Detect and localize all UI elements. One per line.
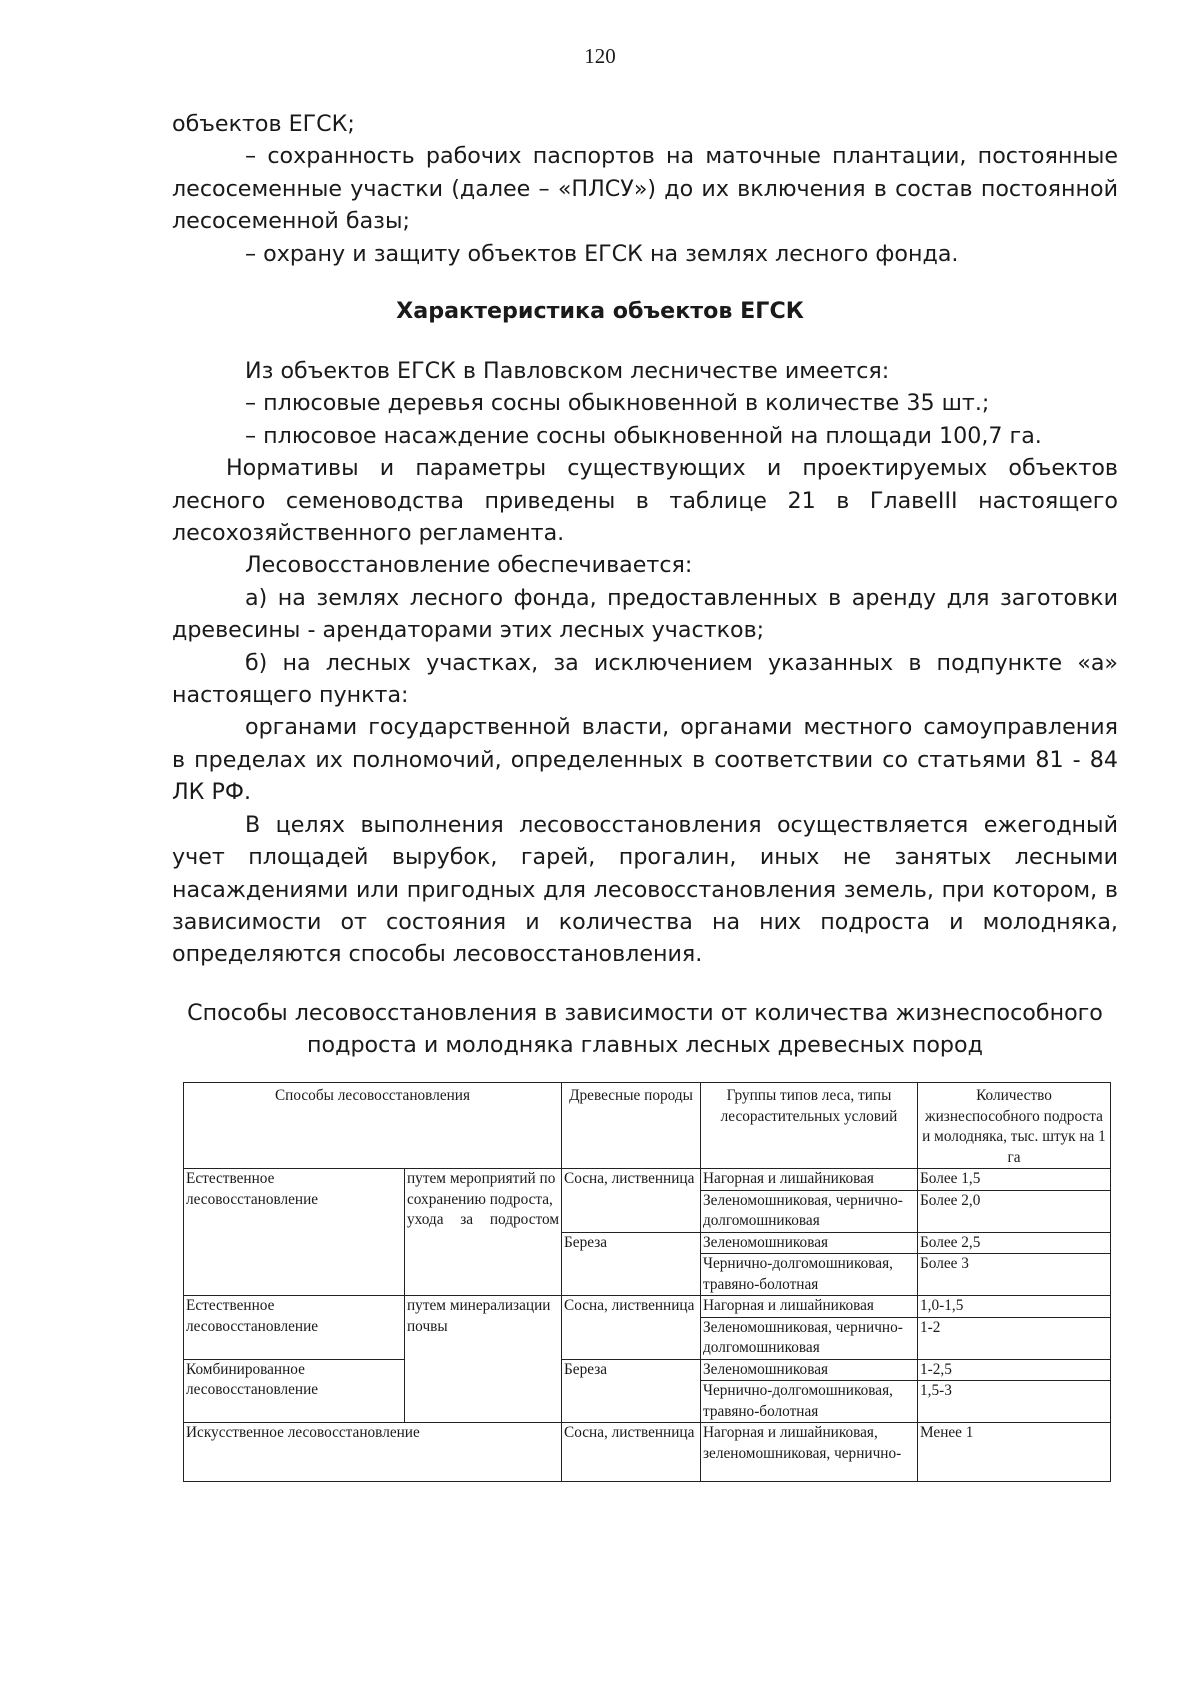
species-cell: Сосна, лиственница bbox=[562, 1296, 701, 1360]
quantity-cell: 1-2 bbox=[918, 1317, 1111, 1359]
paragraph: а) на землях лесного фонда, предоставленных в аренду для заготовки древесины - арендаторами этих лесных участков; bbox=[172, 584, 1118, 644]
forest-group-cell: Зеленомошниковая, чернично-долгомошниковая bbox=[701, 1317, 918, 1359]
table-row bbox=[184, 1169, 1111, 1191]
reforestation-methods-table bbox=[183, 1082, 1111, 1482]
quantity-cell: Более 2,5 bbox=[918, 1232, 1111, 1254]
paragraph: – охрану и защиту объектов ЕГСК на землях лесного фонда. bbox=[245, 240, 959, 267]
forest-group-cell: Нагорная и лишайниковая bbox=[701, 1296, 918, 1318]
species-cell: Береза bbox=[562, 1232, 701, 1296]
quantity-cell: Более 3 bbox=[918, 1254, 1111, 1296]
paragraph: – плюсовые деревья сосны обыкновенной в количестве 35 шт.; bbox=[245, 390, 990, 417]
method-cell: Естественное лесовосстановление bbox=[184, 1169, 405, 1296]
forest-group-cell: Нагорная и лишайниковая bbox=[701, 1169, 918, 1191]
forest-group-cell: Чернично-долгомошниковая, травяно-болотная bbox=[701, 1254, 918, 1296]
quantity-cell: 1-2,5 bbox=[918, 1359, 1111, 1381]
paragraph: Из объектов ЕГСК в Павловском лесничестве имеется: bbox=[245, 358, 890, 384]
caption-line: подроста и молодняка главных лесных древесных пород bbox=[307, 1032, 983, 1058]
measures-cell: путем мероприятий по сохранению подроста, ухода за подростом bbox=[405, 1169, 562, 1296]
measures-cell: путем минерализации почвы bbox=[405, 1296, 562, 1423]
species-cell: Сосна, лиственница bbox=[562, 1423, 701, 1482]
body-text bbox=[172, 355, 1118, 971]
method-cell: Комбинированное лесовосстановление bbox=[184, 1359, 405, 1423]
paragraph: органами государственной власти, органами местного самоуправления в пределах их полномочий, определенных в соответствии со статьями 81 - 84 ЛК РФ. bbox=[172, 714, 1118, 806]
method-cell: Естественное лесовосстановление bbox=[184, 1296, 405, 1360]
section-heading: Характеристика объектов ЕГСК bbox=[396, 298, 804, 324]
header-method: Способы лесовосстановления bbox=[184, 1083, 562, 1169]
quantity-cell: 1,5-3 bbox=[918, 1381, 1111, 1423]
intro-text bbox=[172, 108, 1118, 270]
paragraph: Нормативы и параметры существующих и проектируемых объектов лесного семеноводства приведены в таблице 21 в ГлавеIII настоящего лесохозяйственного регламента. bbox=[172, 455, 1118, 547]
table-caption bbox=[172, 997, 1118, 1061]
quantity-cell: Более 2,0 bbox=[918, 1190, 1111, 1232]
table-header-row bbox=[184, 1083, 1111, 1169]
header-species: Древесные породы bbox=[562, 1083, 701, 1169]
quantity-cell: 1,0-1,5 bbox=[918, 1296, 1111, 1318]
header-quantity: Количество жизнеспособного подроста и молодняка, тыс. штук на 1 га bbox=[918, 1083, 1111, 1169]
paragraph: Лесовосстановление обеспечивается: bbox=[245, 552, 693, 579]
table-row bbox=[184, 1423, 1111, 1482]
paragraph: б) на лесных участках, за исключением указанных в подпункте «а» настоящего пункта: bbox=[172, 649, 1118, 709]
forest-group-cell: Нагорная и лишайниковая, зеленомошниковая, чернично- bbox=[701, 1423, 918, 1482]
forest-group-cell: Зеленомошниковая bbox=[701, 1232, 918, 1254]
method-cell: Искусственное лесовосстановление bbox=[184, 1423, 562, 1482]
forest-group-cell: Зеленомошниковая bbox=[701, 1359, 918, 1381]
paragraph: – сохранность рабочих паспортов на маточные плантации, постоянные лесосеменные участки (далее – «ПЛСУ») до их включения в состав постоянной лесосеменной базы; bbox=[172, 143, 1118, 235]
species-cell: Береза bbox=[562, 1359, 701, 1423]
species-cell: Сосна, лиственница bbox=[562, 1169, 701, 1233]
table-row bbox=[184, 1296, 1111, 1318]
forest-group-cell: Чернично-долгомошниковая, травяно-болотная bbox=[701, 1381, 918, 1423]
paragraph: В целях выполнения лесовосстановления осуществляется ежегодный учет площадей вырубок, гарей, прогалин, иных не занятых лесными насаждениями или пригодных для лесовосстановления земель, при котором, в зависимости от состояния и количества на них подроста и молодняка, определяются способы лесовосстановления. bbox=[172, 811, 1118, 968]
header-forest-groups: Группы типов леса, типы лесорастительных условий bbox=[701, 1083, 918, 1169]
quantity-cell: Более 1,5 bbox=[918, 1169, 1111, 1191]
quantity-cell: Менее 1 bbox=[918, 1423, 1111, 1482]
table-row bbox=[184, 1359, 1111, 1381]
paragraph: – плюсовое насаждение сосны обыкновенной на площади 100,7 га. bbox=[245, 422, 1042, 449]
paragraph: объектов ЕГСК; bbox=[172, 111, 355, 137]
page-number: 120 bbox=[584, 44, 616, 68]
forest-group-cell: Зеленомошниковая, чернично-долгомошниковая bbox=[701, 1190, 918, 1232]
caption-line: Способы лесовосстановления в зависимости от количества жизнеспособного bbox=[187, 1000, 1103, 1026]
